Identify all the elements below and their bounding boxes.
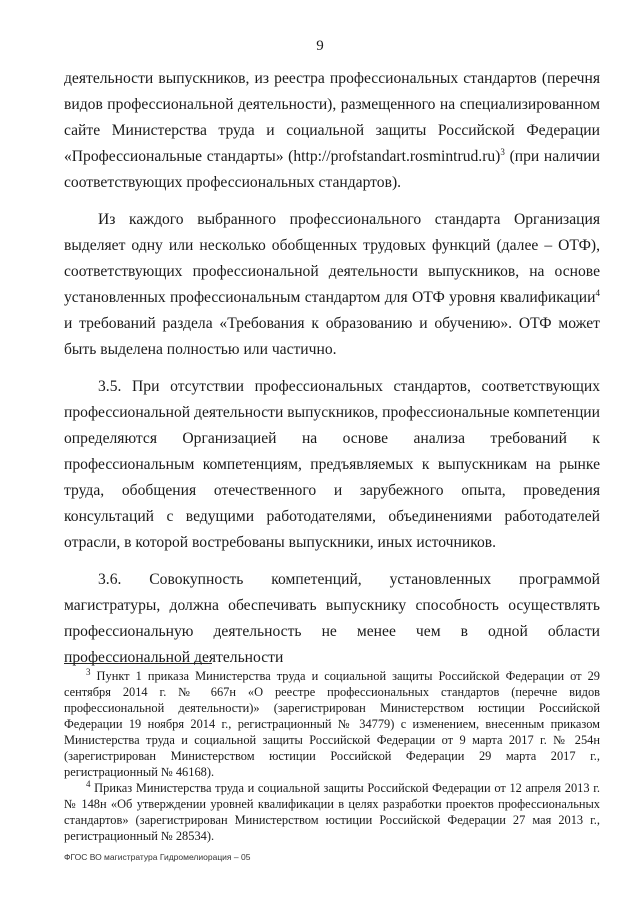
footnotes xyxy=(64,668,600,844)
paragraph-continuation xyxy=(64,66,600,196)
footnote-3 xyxy=(64,668,600,780)
paragraph-3-5: 3.5. При отсутствии профессиональных стандартов, соответствующих профессиональной деятельности выпускников, профессиональные компетенции определяются Организацией на основе анализа требований к профессиональным компетенциям, предъявляемых к выпускникам на рынке труда, обобщения отечественного и зарубежного опыта, проведения консультаций с ведущими работодателями, объединениями работодателей отрасли, в которой востребованы выпускники, иных источников. xyxy=(64,378,600,551)
paragraph-otf xyxy=(64,207,600,363)
paragraph-text: деятельности выпускников, из реестра профессиональных стандартов (перечня видов профессиональной деятельности), размещенного на специализированном сайте Министерства труда и социальной защиты Российской Федерации «Профессиональные стандарты» (http://profstandart.rosmintrud.ru) xyxy=(64,70,600,165)
document-footer: ФГОС ВО магистратура Гидромелиорация – 05 xyxy=(64,852,251,862)
footnote-separator xyxy=(64,663,212,664)
paragraph-text: (при наличии соответствующих профессиональных стандартов). xyxy=(64,148,600,191)
paragraph-text: и требований раздела «Требования к образованию и обучению». ОТФ может быть выделена полностью или частично. xyxy=(64,315,600,358)
footnote-mark: 3 xyxy=(86,666,91,677)
footnote-text: Приказ Министерства труда и социальной защиты Российской Федерации от 12 апреля 2013 г. № 148н «Об утверждении уровней квалификации в целях разработки проектов профессиональных стандартов» (зарегистрирован Министерством юстиции Российской Федерации 27 мая 2013 г., регистрационный № 28534). xyxy=(64,781,600,843)
paragraph-text: Из каждого выбранного профессионального стандарта Организация выделяет одну или несколько обобщенных трудовых функций (далее – ОТФ), соответствующих профессиональной деятельности выпускников, на основе установленных профессиональным стандартом для ОТФ уровня квалификации xyxy=(64,211,600,306)
main-text xyxy=(64,66,600,671)
footnote-text: Пункт 1 приказа Министерства труда и социальной защиты Российской Федерации от 29 сентября 2014 г. № 667н «О реестре профессиональных стандартов (перечне видов профессиональной деятельности)» (зарегистрирован Министерством юстиции Российской Федерации 19 ноября 2014 г., регистрационный № 34779) с изменением, внесенным приказом Министерства труда и социальной защиты Российской Федерации от 9 марта 2017 г. № 254н (зарегистрирован Министерством юстиции Российской Федерации 29 марта 2017 г., регистрационный № 46168). xyxy=(64,669,600,779)
footnote-mark: 4 xyxy=(86,778,91,789)
footnote-4 xyxy=(64,780,600,844)
footnote-ref-4[interactable]: 4 xyxy=(595,287,600,298)
footnote-ref-3[interactable]: 3 xyxy=(500,146,505,157)
paragraph-3-6: 3.6. Совокупность компетенций, установленных программой магистратуры, должна обеспечивать выпускнику способность осуществлять профессиональную деятельность не менее чем в одной области профессиональной деятельности xyxy=(64,571,600,666)
page-number: 9 xyxy=(316,38,324,54)
